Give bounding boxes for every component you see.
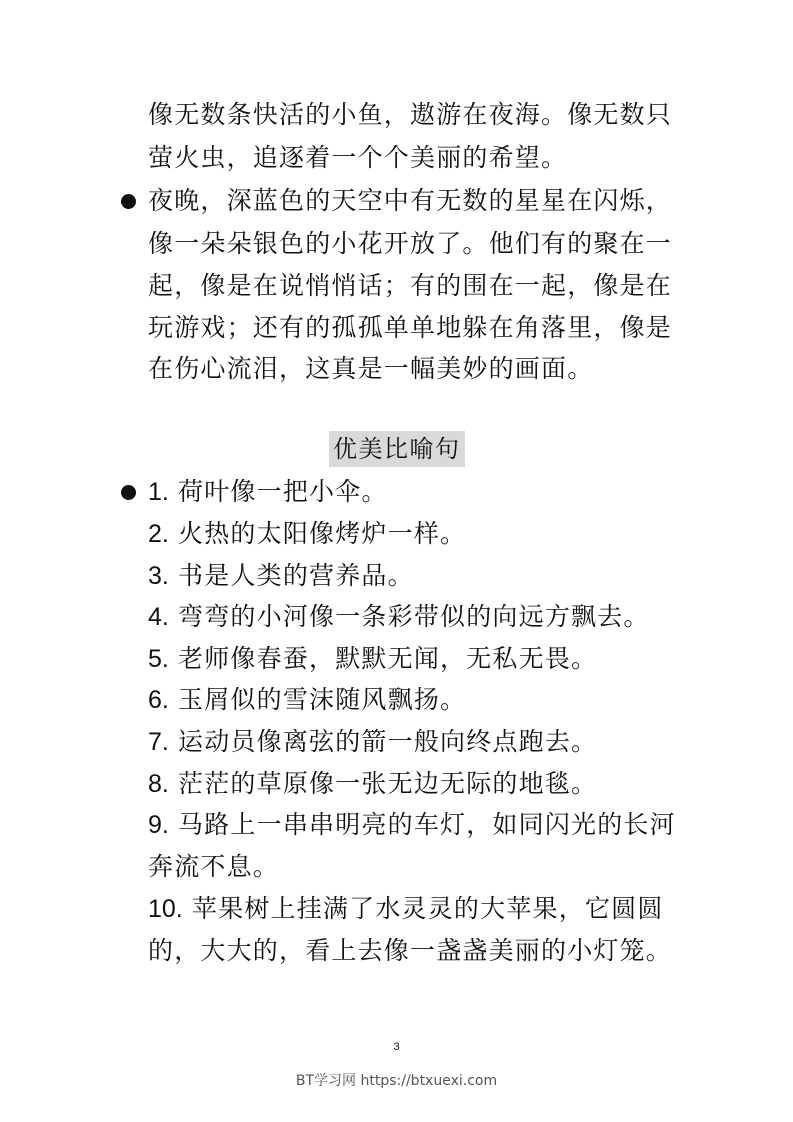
list-item [148, 602, 650, 632]
list-item-number: 10. [148, 895, 183, 923]
list-item [148, 894, 664, 924]
list-item [148, 769, 597, 799]
footer-watermark: BT学习网 https://btxuexi.com [295, 1073, 498, 1089]
text-line: 起，像是在说悄悄话；有的围在一起，像是在 [148, 271, 673, 300]
list-item-number: 1. [148, 478, 169, 506]
list-item [148, 685, 466, 715]
list-item [148, 477, 388, 507]
text-line: 像无数条快活的小鱼，遨游在夜海。像无数只 [148, 100, 673, 129]
list-item-number: 5. [148, 645, 169, 673]
list-item-continuation: 奔流不息。 [148, 852, 280, 881]
bullet-icon [121, 194, 136, 209]
section-heading: 优美比喻句 [329, 431, 465, 467]
list-item-text: 苹果树上挂满了水灵灵的大苹果，它圆圆 [191, 894, 664, 923]
list-item-number: 4. [148, 603, 169, 631]
list-item-continuation: 的，大大的，看上去像一盏盏美丽的小灯笼。 [148, 936, 673, 965]
list-item-number: 6. [148, 686, 169, 714]
list-item-text: 老师像春蚕，默默无闻，无私无畏。 [178, 644, 598, 673]
list-item-number: 9. [148, 811, 169, 839]
list-item-text: 弯弯的小河像一条彩带似的向远方飘去。 [178, 602, 650, 631]
list-item [148, 810, 676, 840]
list-item-text: 马路上一串串明亮的车灯，如同闪光的长河 [178, 810, 676, 839]
list-item-text: 火热的太阳像烤炉一样。 [178, 519, 467, 548]
list-item-text: 运动员像离弦的箭一般向终点跑去。 [178, 727, 598, 756]
list-item-text: 茫茫的草原像一张无边无际的地毯。 [178, 769, 598, 798]
bullet-icon [121, 485, 136, 500]
list-item-text: 玉屑似的雪沫随风飘扬。 [178, 685, 467, 714]
list-item-number: 3. [148, 562, 169, 590]
text-line: 玩游戏；还有的孤孤单单地躲在角落里，像是 [148, 313, 673, 342]
text-line: 萤火虫，追逐着一个个美丽的希望。 [148, 143, 568, 172]
list-item-number: 7. [148, 728, 169, 756]
text-line: 在伤心流泪，这真是一幅美妙的画面。 [148, 354, 594, 383]
page-number: 3 [393, 1041, 400, 1053]
list-item-number: 8. [148, 770, 169, 798]
text-line: 夜晚，深蓝色的天空中有无数的星星在闪烁， [148, 186, 673, 215]
text-line: 像一朵朵银色的小花开放了。他们有的聚在一 [148, 229, 673, 258]
list-item-text: 书是人类的营养品。 [178, 561, 414, 590]
list-item [148, 519, 466, 549]
list-item [148, 727, 597, 757]
list-item-text: 荷叶像一把小伞。 [178, 477, 388, 506]
list-item-number: 2. [148, 520, 169, 548]
list-item [148, 644, 597, 674]
list-item [148, 561, 414, 591]
